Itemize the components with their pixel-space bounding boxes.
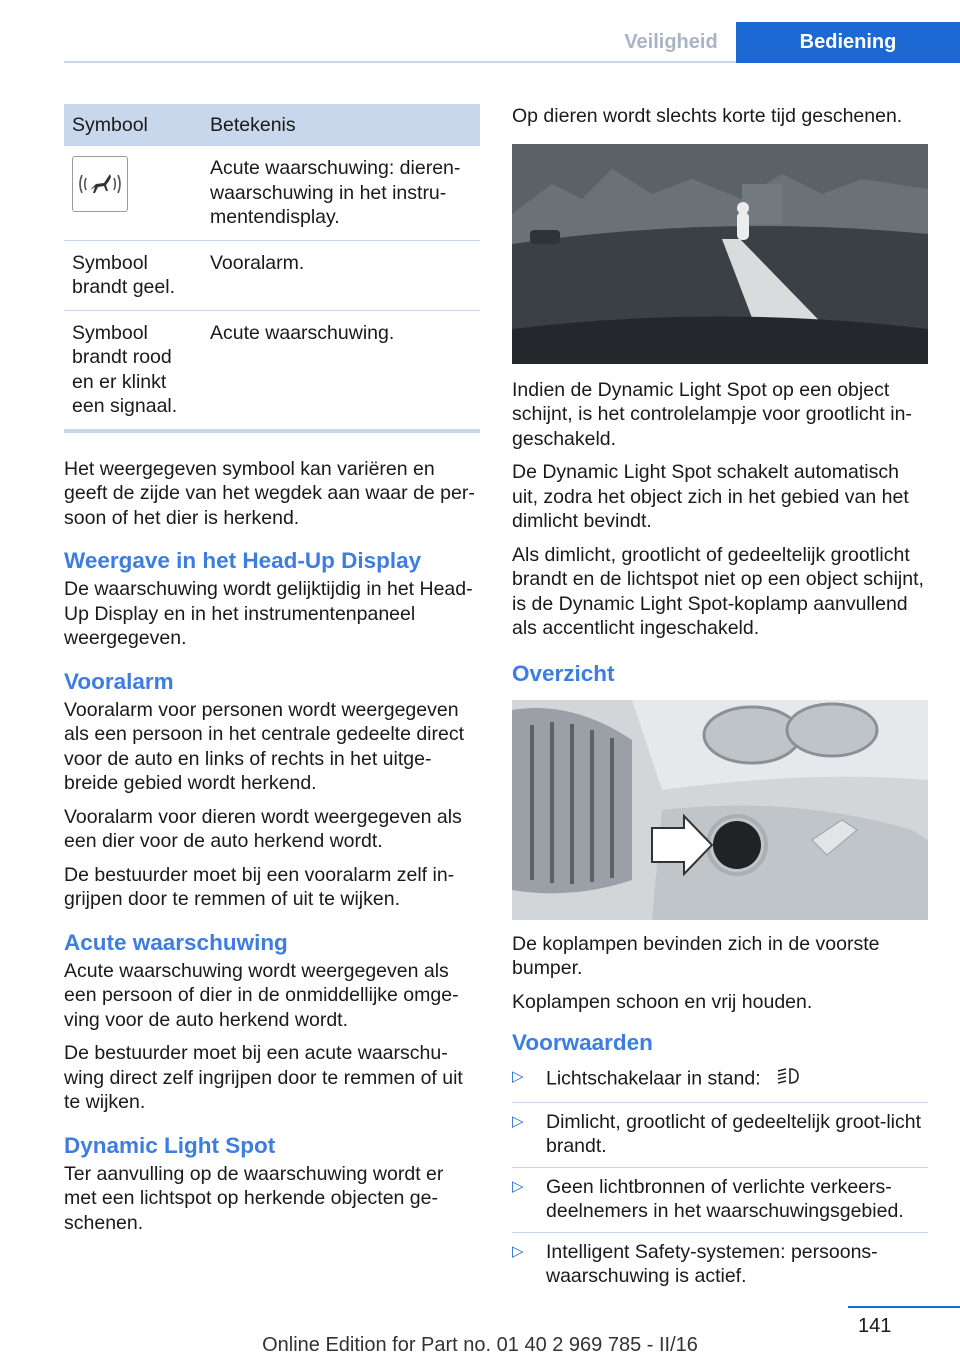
dls-auto-off-text: De Dynamic Light Spot schakelt automatisch uit, zodra het object zich in het gebied van het dimlicht bevindt. <box>512 461 909 532</box>
right-column <box>512 104 928 1304</box>
acute-text-2: De bestuurder moet bij een acute waarschu-wing direct zelf ingrijpen door te remmen of uit te wijken. <box>64 1042 463 1113</box>
dls-accent-text: Als dimlicht, grootlicht of gedeeltelijk grootlicht brandt en de lichtspot niet op een object schijnt, is de Dynamic Light Spot-koplamp aanvullend als accentlicht ingeschakeld. <box>512 543 924 639</box>
list-item-text: Dimlicht, grootlicht of gedeeltelijk groot-licht brandt. <box>546 1110 921 1157</box>
tab-bediening[interactable]: Bediening <box>736 22 960 63</box>
list-item-text: Intelligent Safety-systemen: persoons-waarschuwing is actief. <box>546 1240 878 1287</box>
table-row <box>64 310 480 431</box>
heading-acute: Acute waarschuwing <box>64 929 288 955</box>
table-row <box>64 240 480 310</box>
table-cell-symbol <box>64 146 202 240</box>
triangle-bullet-icon: ▷ <box>512 1242 524 1260</box>
hud-text: De waarschuwing wordt gelijktijdig in het Head-Up Display en in het instrumentenpaneel weergegeven. <box>64 578 473 649</box>
table-cell-meaning: Acute waarschuwing. <box>202 310 480 431</box>
headlight-switch-icon <box>774 1065 802 1094</box>
edition-footer: Online Edition for Part no. 01 40 2 969 785 - II/16 <box>262 1334 698 1356</box>
triangle-bullet-icon: ▷ <box>512 1177 524 1195</box>
tab-veiligheid[interactable]: Veiligheid <box>624 31 718 53</box>
table-header-symbool: Symbool <box>64 104 202 146</box>
vooralarm-text-3: De bestuurder moet bij een vooralarm zelf in-grijpen door te remmen of uit te wijken. <box>64 863 455 910</box>
table-cell-meaning: Acute waarschuwing: dieren-waarschuwing in het instru-mentendisplay. <box>202 146 480 240</box>
list-item <box>512 1175 928 1233</box>
page-number: 141 <box>858 1315 892 1337</box>
table-row <box>64 146 480 240</box>
vooralarm-text-1: Vooralarm voor personen wordt weergegeven als een persoon in het centrale gedeelte direct voor de auto en links of rechts in het uitge-breide gebied wordt herkend. <box>64 698 465 794</box>
heading-hud: Weergave in het Head-Up Display <box>64 548 422 573</box>
list-item <box>512 1240 928 1297</box>
night-road-illustration <box>512 144 928 364</box>
footer-rule <box>848 1306 960 1308</box>
list-item-text: Geen lichtbronnen of verlichte verkeers-deelnemers in het waarschuwingsgebied. <box>546 1175 904 1222</box>
table-header-row <box>64 104 480 146</box>
triangle-bullet-icon: ▷ <box>512 1068 524 1085</box>
heading-dynamic-light-spot: Dynamic Light Spot <box>64 1132 276 1158</box>
vooralarm-text-2: Vooralarm voor dieren wordt weergegeven als een dier voor de auto herkend wordt. <box>64 805 462 852</box>
table-cell-symbol: Symbool brandt rood en er klinkt een signaal. <box>64 310 202 431</box>
animals-note: Op dieren wordt slechts korte tijd geschenen. <box>512 105 903 127</box>
list-item <box>512 1110 928 1168</box>
acute-text-1: Acute waarschuwing wordt weergegeven als een persoon of dier in de onmiddellijke omge-ving voor de auto herkend wordt. <box>64 959 459 1031</box>
triangle-bullet-icon: ▷ <box>512 1112 524 1130</box>
symbol-note: Het weergegeven symbool kan variëren en geeft de zijde van het wegdek aan waar de per-soon of het dier is herkend. <box>64 457 475 529</box>
headlight-location-text: De koplampen bevinden zich in de voorste bumper. <box>512 932 880 979</box>
animal-warning-icon <box>72 156 128 212</box>
heading-voorwaarden: Voorwaarden <box>512 1030 653 1055</box>
left-column <box>64 104 480 1244</box>
headlight-location-illustration <box>512 700 928 920</box>
list-item <box>512 1065 928 1103</box>
table-header-betekenis: Betekenis <box>202 104 480 146</box>
list-item-text: Lichtschakelaar in stand: <box>546 1067 761 1090</box>
heading-overzicht: Overzicht <box>512 660 615 686</box>
dls-text: Ter aanvulling op de waarschuwing wordt er met een lichtspot op herkende objecten ge-schenen. <box>64 1162 444 1234</box>
dls-indicator-text: Indien de Dynamic Light Spot op een object schijnt, is het controlelampje voor grootlicht in-geschakeld. <box>512 378 912 450</box>
symbol-table <box>64 104 480 433</box>
conditions-list <box>512 1065 928 1297</box>
table-cell-symbol: Symbool brandt geel. <box>64 240 202 310</box>
heading-vooralarm: Vooralarm <box>64 668 174 694</box>
headlight-clean-text: Koplampen schoon en vrij houden. <box>512 990 813 1013</box>
table-cell-meaning: Vooralarm. <box>202 240 480 310</box>
